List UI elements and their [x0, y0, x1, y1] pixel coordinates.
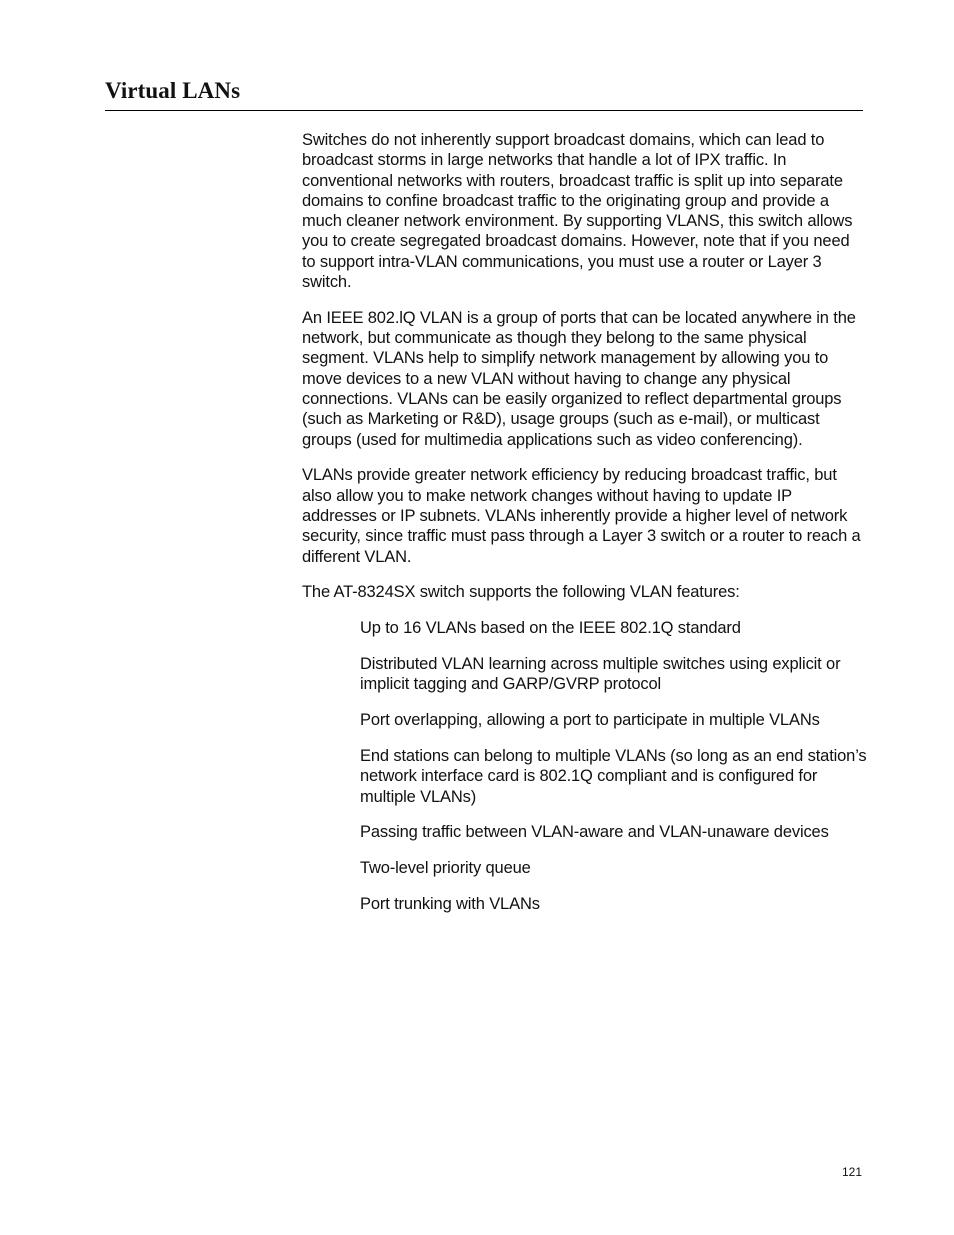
list-item: Distributed VLAN learning across multiple switches using explicit or implicit tagging and GARP/GVRP protocol — [360, 655, 841, 694]
feature-list — [302, 618, 867, 914]
list-item: Two-level priority queue — [360, 859, 531, 878]
paragraph-efficiency: VLANs provide greater network efficiency by reducing broadcast traffic, but also allow you to make network changes without having to update IP addresses or IP subnets. VLANs inherently provide a higher level of network security, since traffic must pass through a Layer 3 switch or a router to reach a different VLAN. — [302, 466, 861, 566]
paragraph-features-intro: The AT-8324SX switch supports the following VLAN features: — [302, 583, 740, 602]
list-item: Port overlapping, allowing a port to participate in multiple VLANs — [360, 711, 820, 730]
heading-rule — [105, 110, 863, 111]
list-item: End stations can belong to multiple VLANs (so long as an end station’s network interface card is 802.1Q compliant and is configured for multiple VLANs) — [360, 746, 867, 806]
body-text — [302, 130, 867, 930]
paragraph-ieee-vlan: An IEEE 802.lQ VLAN is a group of ports that can be located anywhere in the network, but communicate as though they belong to the same physical segment. VLANs help to simplify network management by allowing you to move devices to a new VLAN without having to change any physical connections. VLANs can be easily organized to reflect departmental groups (such as Marketing or R&D), usage groups (such as e-mail), or multicast groups (used for multimedia applications such as video conferencing). — [302, 308, 856, 449]
list-item: Port trunking with VLANs — [360, 894, 540, 913]
section-heading: Virtual LANs — [105, 78, 241, 103]
paragraph-intro: Switches do not inherently support broadcast domains, which can lead to broadcast storms in large networks that handle a lot of IPX traffic. In conventional networks with routers, broadcast traffic is split up into separate domains to confine broadcast traffic to the originating group and provide a much cleaner network environment. By supporting VLANS, this switch allows you to create segregated broadcast domains. However, note that if you need to support intra-VLAN communications, you must use a router or Layer 3 switch. — [302, 131, 853, 292]
page-number: 121 — [841, 1165, 862, 1179]
list-item: Up to 16 VLANs based on the IEEE 802.1Q standard — [360, 619, 741, 638]
list-item: Passing traffic between VLAN-aware and VLAN-unaware devices — [360, 823, 829, 842]
